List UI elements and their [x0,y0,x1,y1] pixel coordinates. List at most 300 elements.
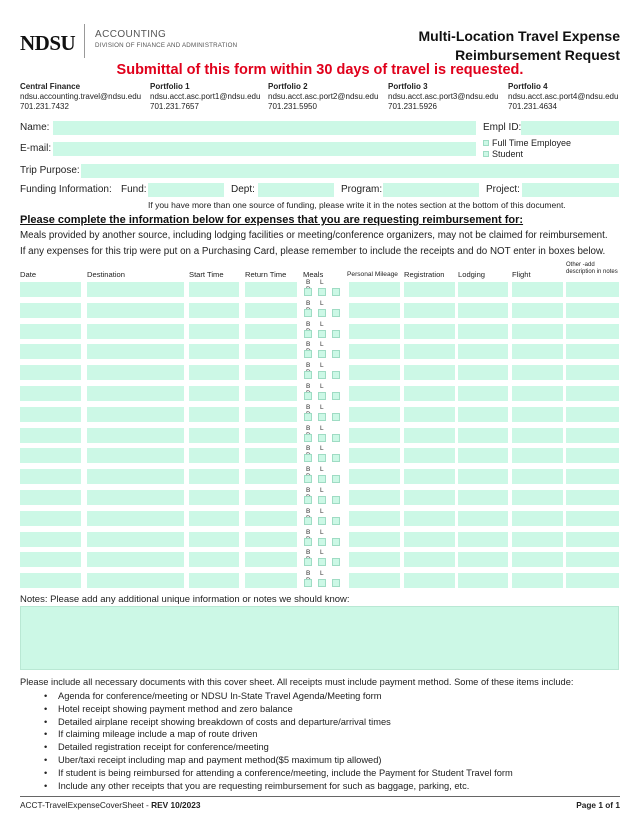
meals-group [304,383,344,404]
mileage-cell[interactable] [349,324,400,339]
dinner-checkbox[interactable] [332,454,340,462]
contact-phone: 701.231.7432 [20,102,69,111]
other-cell[interactable] [566,282,619,297]
lunch-checkbox[interactable] [318,392,326,400]
date-cell[interactable] [20,573,81,588]
col-header-other-line2: description in notes [566,269,618,275]
lunch-checkbox[interactable] [318,413,326,421]
start-time-cell[interactable] [189,490,239,505]
other-cell[interactable] [566,490,619,505]
start-time-cell[interactable] [189,532,239,547]
trip-purpose-field[interactable] [81,164,619,178]
mileage-cell[interactable] [349,407,400,422]
meal-letter-lunch: L [320,320,324,328]
project-field[interactable] [522,183,619,197]
return-time-cell[interactable] [245,365,297,380]
return-time-cell[interactable] [245,407,297,422]
destination-cell[interactable] [87,448,184,463]
lunch-checkbox[interactable] [318,309,326,317]
meal-letter-lunch: L [320,487,324,494]
destination-cell[interactable] [87,344,184,359]
col-header-mileage: Personal Mileage [347,271,398,278]
meals-group [304,549,344,570]
mileage-cell[interactable] [349,386,400,401]
footer-divider [20,796,620,797]
ndsu-logo: NDSU [20,31,76,55]
dept-field[interactable] [258,183,334,197]
destination-cell[interactable] [87,490,184,505]
dinner-checkbox[interactable] [332,392,340,400]
list-item: • If student is being reimbursed for attending a conference/meeting, include the Payment for Student Travel form [44,767,513,780]
meals-group [304,404,344,425]
mileage-cell[interactable] [349,344,400,359]
start-time-cell[interactable] [189,303,239,318]
student-checkbox[interactable] [483,151,489,157]
contact-title: Portfolio 4 [508,82,548,91]
list-item: • Uber/taxi receipt including map and payment method($5 maximum tip allowed) [44,754,513,767]
meal-letter-lunch: L [320,279,324,286]
breakfast-checkbox[interactable] [304,579,312,587]
list-item: • Detailed airplane receipt showing breakdown of costs and departure/arrival times [44,716,513,729]
flight-cell[interactable] [512,344,563,359]
flight-cell[interactable] [512,428,563,443]
date-cell[interactable] [20,469,81,484]
mileage-cell[interactable] [349,552,400,567]
destination-cell[interactable] [87,303,184,318]
division-name: DIVISION OF FINANCE AND ADMINISTRATION [95,42,238,49]
start-time-cell[interactable] [189,428,239,443]
dinner-checkbox[interactable] [332,558,340,566]
footer-page-number: Page 1 of 1 [576,800,620,810]
date-cell[interactable] [20,344,81,359]
other-cell[interactable] [566,448,619,463]
registration-cell[interactable] [404,511,455,526]
meal-letter-breakfast: B [306,424,311,432]
dinner-checkbox[interactable] [332,579,340,587]
meal-letter-lunch: L [320,507,324,515]
notes-textarea[interactable] [20,606,619,670]
flight-cell[interactable] [512,303,563,318]
meal-letter-lunch: L [320,299,324,307]
breakfast-checkbox[interactable] [304,371,312,379]
col-header-start-time: Start Time [189,270,224,279]
contact-phone: 701.231.7657 [150,102,199,111]
other-cell[interactable] [566,552,619,567]
dinner-checkbox[interactable] [332,288,340,296]
list-item: • Hotel receipt showing payment method and zero balance [44,703,513,716]
dinner-checkbox[interactable] [332,538,340,546]
mileage-cell[interactable] [349,448,400,463]
flight-cell[interactable] [512,324,563,339]
meals-group [304,445,344,466]
contact-email[interactable]: ndsu.acct.asc.port1@ndsu.edu [150,92,261,101]
lodging-cell[interactable] [458,511,508,526]
destination-cell[interactable] [87,365,184,380]
contact-portfolio-2 [268,82,378,112]
meal-letter-breakfast: B [306,487,311,494]
full-time-checkbox[interactable] [483,140,489,146]
lunch-checkbox[interactable] [318,434,326,442]
flight-cell[interactable] [512,532,563,547]
mileage-cell[interactable] [349,365,400,380]
breakfast-checkbox[interactable] [304,309,312,317]
return-time-cell[interactable] [245,386,297,401]
col-header-meals: Meals [303,270,324,279]
dinner-checkbox[interactable] [332,475,340,483]
trip-purpose-label: Trip Purpose: [20,165,80,176]
destination-cell[interactable] [87,386,184,401]
lunch-checkbox[interactable] [318,517,326,525]
expenses-heading: Please complete the information below for expenses that you are requesting reimbursement for: [20,214,524,226]
lunch-checkbox[interactable] [318,475,326,483]
contact-portfolio-4 [508,82,618,112]
registration-cell[interactable] [404,386,455,401]
start-time-cell[interactable] [189,552,239,567]
col-header-date: Date [20,270,37,279]
meal-letter-breakfast: B [306,279,311,286]
form-title [419,27,621,65]
meals-group [304,321,344,342]
name-label: Name: [20,122,50,133]
lodging-cell[interactable] [458,428,508,443]
meal-letter-lunch: L [320,403,324,411]
contact-email[interactable]: ndsu.acct.asc.port4@ndsu.edu [508,92,619,101]
destination-cell[interactable] [87,407,184,422]
breakfast-checkbox[interactable] [304,288,312,296]
lodging-cell[interactable] [458,490,508,505]
meal-letter-lunch: L [320,362,324,370]
meals-note: Meals provided by another source, including lodging facilities or meeting/conference organizers, may not be claimed for reimbursement. [20,230,608,241]
dinner-checkbox[interactable] [332,350,340,358]
breakfast-checkbox[interactable] [304,517,312,525]
col-header-other-line1: Other -add [566,262,595,268]
full-time-label: Full Time Employee [492,138,572,148]
meal-letter-breakfast: B [306,528,311,536]
dinner-checkbox[interactable] [332,517,340,525]
destination-cell[interactable] [87,552,184,567]
date-cell[interactable] [20,303,81,318]
mileage-cell[interactable] [349,303,400,318]
meal-letter-lunch: L [320,383,324,390]
meals-group [304,466,344,487]
meals-group [304,425,344,446]
return-time-cell[interactable] [245,490,297,505]
breakfast-checkbox[interactable] [304,413,312,421]
flight-cell[interactable] [512,490,563,505]
breakfast-checkbox[interactable] [304,454,312,462]
return-time-cell[interactable] [245,282,297,297]
destination-cell[interactable] [87,282,184,297]
date-cell[interactable] [20,490,81,505]
meal-letter-lunch: L [320,341,324,349]
flight-cell[interactable] [512,407,563,422]
lodging-cell[interactable] [458,365,508,380]
table-row [0,570,640,594]
student-option[interactable] [483,149,523,159]
lunch-checkbox[interactable] [318,371,326,379]
name-field[interactable] [53,121,476,135]
meals-group [304,362,344,383]
meal-letter-lunch: L [320,445,324,453]
meal-letter-breakfast: B [306,341,311,349]
meal-letter-breakfast: B [306,549,311,557]
meal-letter-breakfast: B [306,445,311,453]
meals-group [304,570,344,591]
destination-cell[interactable] [87,511,184,526]
registration-cell[interactable] [404,573,455,588]
mileage-cell[interactable] [349,511,400,526]
date-cell[interactable] [20,365,81,380]
contact-portfolio-3 [388,82,498,112]
return-time-cell[interactable] [245,573,297,588]
meal-letter-lunch: L [320,528,324,536]
date-cell[interactable] [20,282,81,297]
destination-cell[interactable] [87,532,184,547]
meal-letter-breakfast: B [306,403,311,411]
lunch-checkbox[interactable] [318,558,326,566]
list-item: • If claiming mileage include a map of route driven [44,728,513,741]
meal-letter-breakfast: B [306,320,311,328]
lodging-cell[interactable] [458,324,508,339]
contact-title: Portfolio 3 [388,82,428,91]
contact-central-finance [20,82,141,112]
start-time-cell[interactable] [189,573,239,588]
meals-group [304,487,344,508]
other-cell[interactable] [566,469,619,484]
mileage-cell[interactable] [349,490,400,505]
breakfast-checkbox[interactable] [304,558,312,566]
funding-info-label: Funding Information: [20,184,112,195]
dinner-checkbox[interactable] [332,434,340,442]
contact-phone: 701.231.5926 [388,102,437,111]
email-label: E-mail: [20,143,52,154]
meal-letter-breakfast: B [306,466,311,474]
date-cell[interactable] [20,448,81,463]
submittal-notice: Submittal of this form within 30 days of travel is requested. [116,62,524,78]
flight-cell[interactable] [512,282,563,297]
department-name: ACCOUNTING [95,29,167,40]
program-label: Program: [341,184,383,195]
start-time-cell[interactable] [189,407,239,422]
dinner-checkbox[interactable] [332,496,340,504]
contact-email[interactable]: ndsu.accounting.travel@ndsu.edu [20,92,142,101]
lunch-checkbox[interactable] [318,330,326,338]
lodging-cell[interactable] [458,386,508,401]
return-time-cell[interactable] [245,511,297,526]
other-cell[interactable] [566,324,619,339]
dept-label: Dept: [231,184,255,195]
flight-cell[interactable] [512,511,563,526]
start-time-cell[interactable] [189,511,239,526]
lunch-checkbox[interactable] [318,350,326,358]
registration-cell[interactable] [404,532,455,547]
date-cell[interactable] [20,511,81,526]
empl-id-field[interactable] [521,121,619,135]
registration-cell[interactable] [404,490,455,505]
lodging-cell[interactable] [458,407,508,422]
form-title-line1: Multi-Location Travel Expense [418,28,620,44]
meals-group [304,341,344,362]
meal-letter-breakfast: B [306,383,311,390]
form-revision: REV 10/2023 [151,800,201,810]
registration-cell[interactable] [404,344,455,359]
fund-label: Fund: [121,184,147,195]
student-label: Student [492,149,524,159]
return-time-cell[interactable] [245,469,297,484]
program-field[interactable] [383,183,479,197]
lodging-cell[interactable] [458,573,508,588]
form-id: ACCT-TravelExpenseCoverSheet - [20,800,152,810]
documents-intro: Please include all necessary documents with this cover sheet. All receipts must include payment method. Some of these items include: [20,677,574,687]
other-cell[interactable] [566,365,619,380]
registration-cell[interactable] [404,365,455,380]
registration-cell[interactable] [404,282,455,297]
meal-letter-breakfast: B [306,362,311,370]
list-item: • Include any other receipts that you are requesting reimbursement for such as baggage, parking, etc. [44,780,513,793]
contact-title: Portfolio 1 [150,82,190,91]
dinner-checkbox[interactable] [332,413,340,421]
mileage-cell[interactable] [349,532,400,547]
full-time-option[interactable] [483,138,571,148]
lodging-cell[interactable] [458,469,508,484]
col-header-destination: Destination [87,270,125,279]
flight-cell[interactable] [512,386,563,401]
date-cell[interactable] [20,386,81,401]
mileage-cell[interactable] [349,469,400,484]
contact-phone: 701.231.4634 [508,102,557,111]
flight-cell[interactable] [512,552,563,567]
registration-cell[interactable] [404,428,455,443]
dinner-checkbox[interactable] [332,371,340,379]
other-cell[interactable] [566,532,619,547]
mileage-cell[interactable] [349,428,400,443]
return-time-cell[interactable] [245,552,297,567]
other-cell[interactable] [566,344,619,359]
destination-cell[interactable] [87,573,184,588]
registration-cell[interactable] [404,552,455,567]
date-cell[interactable] [20,407,81,422]
return-time-cell[interactable] [245,448,297,463]
other-cell[interactable] [566,407,619,422]
flight-cell[interactable] [512,469,563,484]
pcard-note: If any expenses for this trip were put on a Purchasing Card, please remember to include the receipts and do NOT enter in boxes below. [20,246,606,257]
notes-label: Notes: Please add any additional unique information or notes we should know: [20,594,350,605]
contact-title: Central Finance [20,82,81,91]
return-time-cell[interactable] [245,324,297,339]
email-field[interactable] [53,142,476,156]
lunch-checkbox[interactable] [318,579,326,587]
other-cell[interactable] [566,428,619,443]
breakfast-checkbox[interactable] [304,350,312,358]
start-time-cell[interactable] [189,324,239,339]
breakfast-checkbox[interactable] [304,475,312,483]
return-time-cell[interactable] [245,344,297,359]
destination-cell[interactable] [87,324,184,339]
other-cell[interactable] [566,573,619,588]
lunch-checkbox[interactable] [318,496,326,504]
return-time-cell[interactable] [245,428,297,443]
flight-cell[interactable] [512,448,563,463]
meal-letter-lunch: L [320,466,324,474]
registration-cell[interactable] [404,324,455,339]
return-time-cell[interactable] [245,303,297,318]
start-time-cell[interactable] [189,282,239,297]
meals-group [304,279,344,300]
list-item: • Detailed registration receipt for conference/meeting [44,741,513,754]
meal-letter-breakfast: B [306,507,311,515]
breakfast-checkbox[interactable] [304,434,312,442]
start-time-cell[interactable] [189,344,239,359]
col-header-other [566,262,618,276]
start-time-cell[interactable] [189,365,239,380]
other-cell[interactable] [566,303,619,318]
destination-cell[interactable] [87,469,184,484]
empl-id-label: Empl ID: [483,122,522,133]
breakfast-checkbox[interactable] [304,330,312,338]
contact-email[interactable]: ndsu.acct.asc.port3@ndsu.edu [388,92,499,101]
dinner-checkbox[interactable] [332,330,340,338]
other-cell[interactable] [566,511,619,526]
registration-cell[interactable] [404,303,455,318]
registration-cell[interactable] [404,469,455,484]
lunch-checkbox[interactable] [318,454,326,462]
meal-letter-lunch: L [320,549,324,557]
breakfast-checkbox[interactable] [304,496,312,504]
fund-field[interactable] [148,183,224,197]
meals-group [304,508,344,529]
destination-cell[interactable] [87,428,184,443]
registration-cell[interactable] [404,448,455,463]
date-cell[interactable] [20,552,81,567]
meal-letter-lunch: L [320,424,324,432]
start-time-cell[interactable] [189,448,239,463]
lodging-cell[interactable] [458,532,508,547]
lodging-cell[interactable] [458,303,508,318]
breakfast-checkbox[interactable] [304,392,312,400]
lodging-cell[interactable] [458,552,508,567]
meal-letter-lunch: L [320,570,324,578]
lodging-cell[interactable] [458,448,508,463]
mileage-cell[interactable] [349,573,400,588]
breakfast-checkbox[interactable] [304,538,312,546]
lunch-checkbox[interactable] [318,538,326,546]
return-time-cell[interactable] [245,532,297,547]
col-header-registration: Registration [404,270,445,279]
date-cell[interactable] [20,532,81,547]
lodging-cell[interactable] [458,282,508,297]
lodging-cell[interactable] [458,344,508,359]
flight-cell[interactable] [512,365,563,380]
contact-email[interactable]: ndsu.acct.asc.port2@ndsu.edu [268,92,379,101]
date-cell[interactable] [20,324,81,339]
date-cell[interactable] [20,428,81,443]
start-time-cell[interactable] [189,469,239,484]
registration-cell[interactable] [404,407,455,422]
meal-letter-breakfast: B [306,570,311,578]
form-title-line2: Reimbursement Request [455,47,620,63]
contact-title: Portfolio 2 [268,82,308,91]
dinner-checkbox[interactable] [332,309,340,317]
other-cell[interactable] [566,386,619,401]
logo-divider [84,24,85,58]
start-time-cell[interactable] [189,386,239,401]
project-label: Project: [486,184,520,195]
mileage-cell[interactable] [349,282,400,297]
col-header-flight: Flight [512,270,531,279]
flight-cell[interactable] [512,573,563,588]
funding-note: If you have more than one source of funding, please write it in the notes section at the bottom of this document. [148,200,566,210]
lunch-checkbox[interactable] [318,288,326,296]
